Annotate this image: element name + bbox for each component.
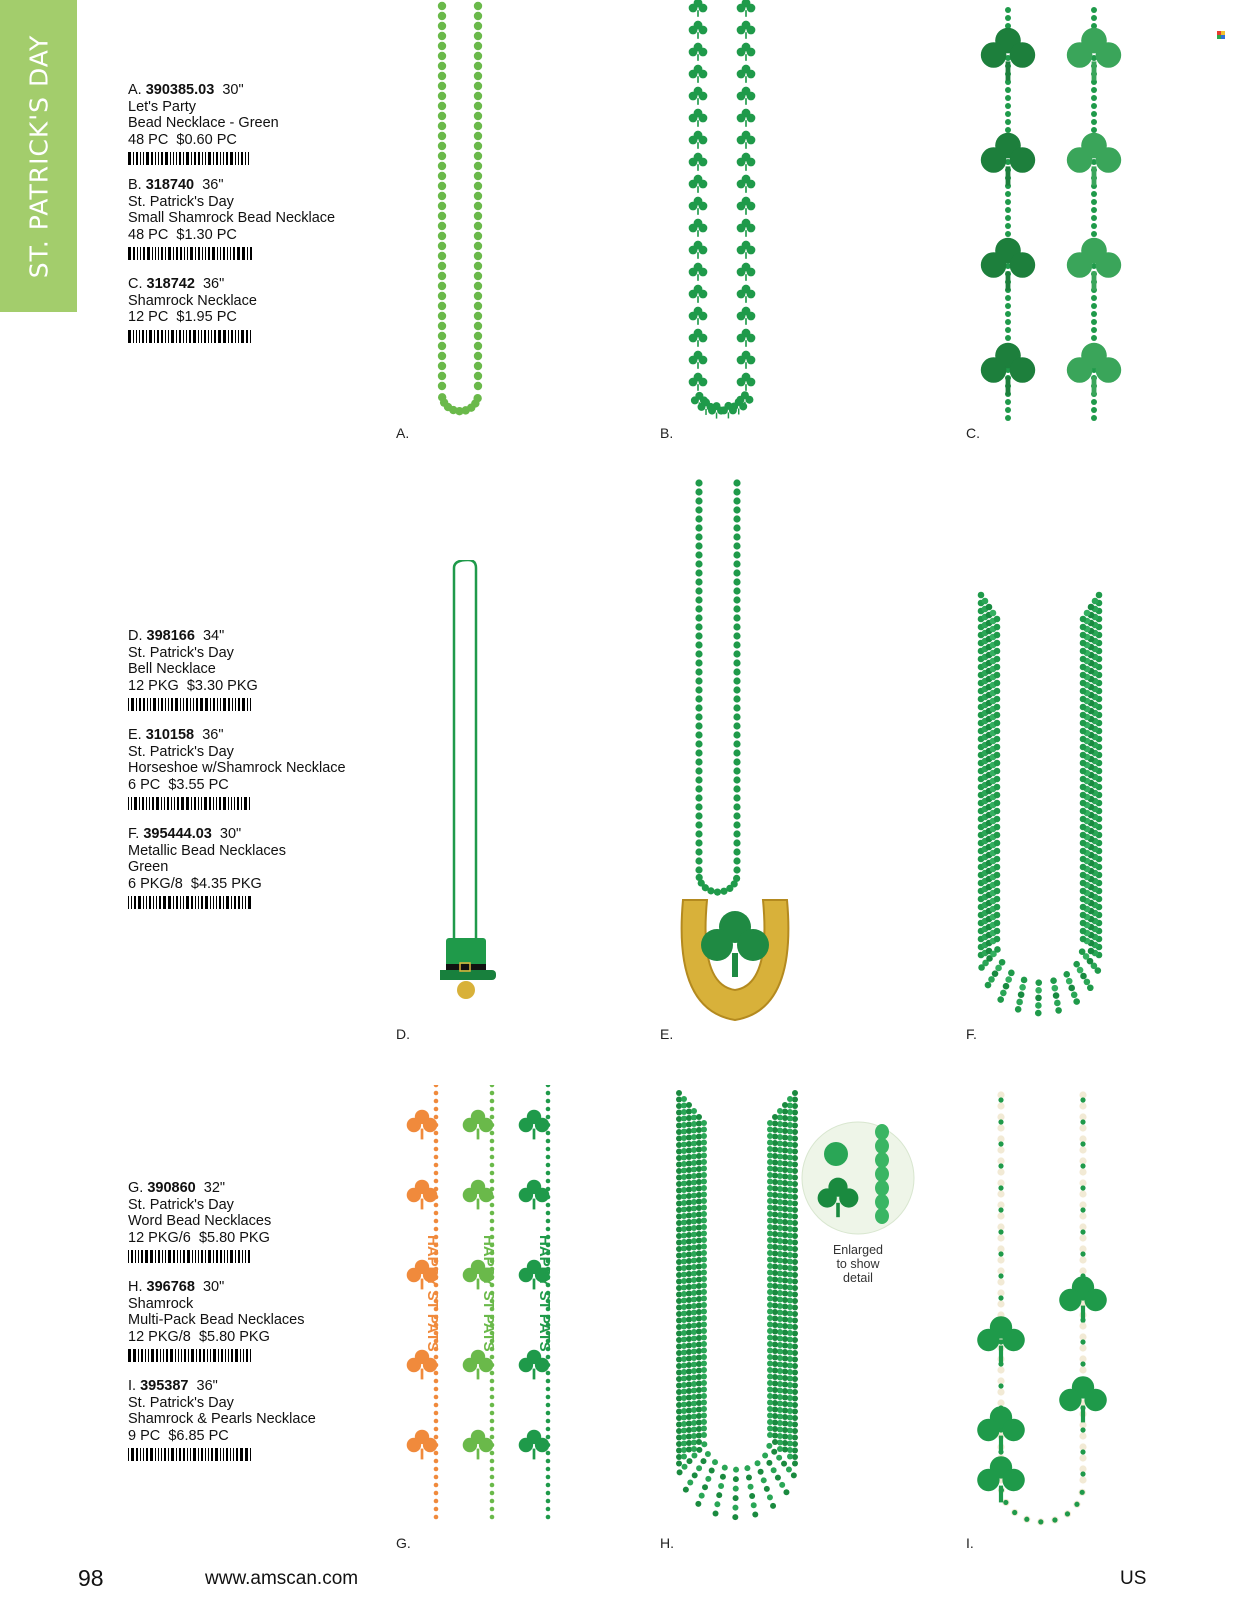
sku: 390385.03 <box>145 82 215 98</box>
barcode <box>128 698 388 711</box>
sku: 318742 <box>146 276 195 292</box>
image-label-d: D. <box>396 1026 410 1042</box>
sku: 396768 <box>146 1279 195 1295</box>
shamrock-pearls-necklace-image <box>975 1085 1115 1555</box>
image-label-e: E. <box>660 1026 674 1042</box>
product-f: F. 395444.03 30" Metallic Bead Necklaces Green 6 PKG/8 $4.35 PKG <box>128 826 388 909</box>
barcode <box>128 152 388 165</box>
barcode <box>128 330 388 343</box>
sku: 310158 <box>145 727 195 743</box>
barcode <box>128 1349 388 1362</box>
barcode <box>128 1250 388 1263</box>
region-label: US <box>1120 1568 1147 1589</box>
bell-necklace-image <box>440 560 520 1040</box>
sku: 398166 <box>146 628 195 644</box>
product-i: I. 395387 36" St. Patrick's Day Shamrock & Pearls Necklace 9 PC $6.85 PC <box>128 1378 388 1461</box>
barcode <box>128 247 388 260</box>
sku: 395387 <box>140 1378 189 1394</box>
registration-mark <box>1217 31 1226 40</box>
image-label-g: G. <box>396 1535 411 1551</box>
sku: 395444.03 <box>143 826 212 842</box>
shamrock-necklace-image <box>960 0 1140 440</box>
product-a: A. 390385.03 30" Let's Party Bead Necklace - Green 48 PC $0.60 PC <box>128 82 388 165</box>
small-shamrock-necklace-image <box>680 0 790 440</box>
barcode <box>128 797 388 810</box>
enlarged-detail-circle <box>800 1120 916 1236</box>
bead-necklace-image <box>430 0 500 440</box>
product-g: G. 390860 32" St. Patrick's Day Word Bead Necklaces 12 PKG/6 $5.80 PKG <box>128 1180 388 1263</box>
product-b: B. 318740 36" St. Patrick's Day Small Shamrock Bead Necklace 48 PC $1.30 PC <box>128 177 388 260</box>
svg-text:HAPPY ST PATS: HAPPY ST PATS <box>424 1235 441 1352</box>
metallic-bead-necklaces-image <box>975 575 1115 1040</box>
image-label-a: A. <box>396 425 410 441</box>
image-label-c: C. <box>966 425 980 441</box>
image-label-h: H. <box>660 1535 674 1551</box>
sku: 318740 <box>145 177 195 193</box>
image-label-i: I. <box>966 1535 974 1551</box>
website: www.amscan.com <box>205 1568 359 1589</box>
product-e: E. 310158 36" St. Patrick's Day Horseshoe w/Shamrock Necklace 6 PC $3.55 PC <box>128 727 388 810</box>
section-tab-label: ST. PATRICK'S DAY <box>24 34 54 278</box>
product-h: H. 396768 30" Shamrock Multi-Pack Bead Necklaces 12 PKG/8 $5.80 PKG <box>128 1279 388 1362</box>
enlarged-detail-caption: Enlarged to show detail <box>832 1243 884 1285</box>
barcode <box>128 1448 388 1461</box>
horseshoe-necklace-image <box>675 475 805 1045</box>
image-label-b: B. <box>660 425 674 441</box>
barcode <box>128 896 388 909</box>
image-label-f: F. <box>966 1026 977 1042</box>
page-number: 98 <box>78 1565 104 1591</box>
product-d: D. 398166 34" St. Patrick's Day Bell Necklace 12 PKG $3.30 PKG <box>128 628 388 711</box>
multi-pack-bead-necklaces-image <box>675 1085 805 1555</box>
sku: 390860 <box>147 1180 196 1196</box>
svg-text:HAPPY ST PATS: HAPPY ST PATS <box>480 1235 497 1352</box>
product-c: C. 318742 36" Shamrock Necklace 12 PC $1.95 PC <box>128 276 388 343</box>
svg-text:HAPPY ST PATS: HAPPY ST PATS <box>536 1235 553 1352</box>
section-tab <box>0 0 77 312</box>
word-bead-necklaces-image <box>400 1085 580 1555</box>
